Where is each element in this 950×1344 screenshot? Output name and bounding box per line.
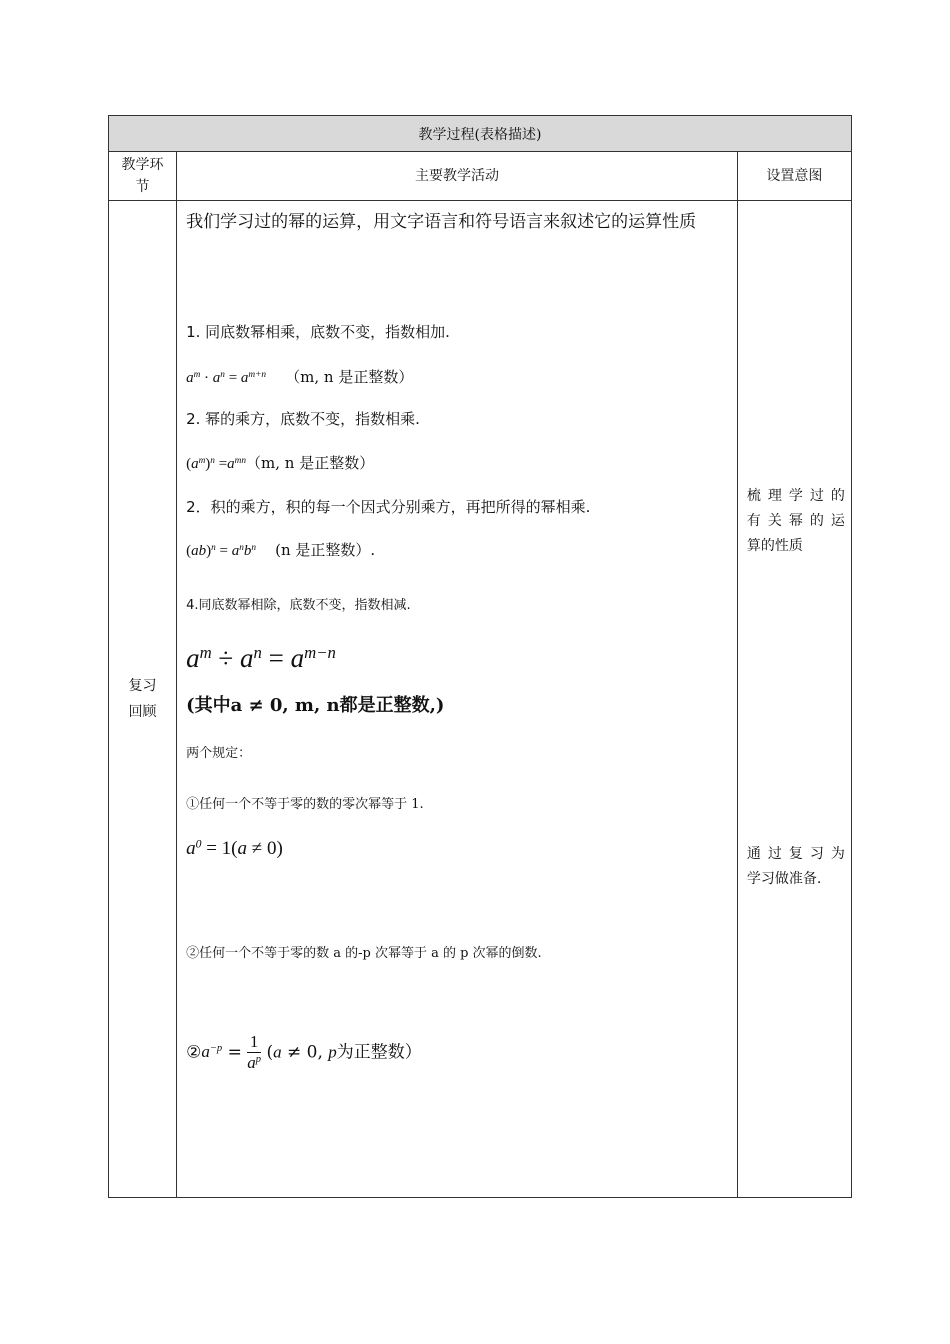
provisions-title: 两个规定：: [186, 746, 252, 761]
table-header-row: [109, 152, 852, 201]
rule3-condition: (n 是正整数）.: [275, 541, 376, 559]
provision2-formula: $②a^{-p}$ = $\frac{1}{a^p}$ (a ≠ 0, p为正整数）: [186, 1032, 422, 1073]
table-title: 教学过程(表格描述): [109, 116, 852, 152]
intro-text: 我们学习过的幂的运算，用文字语言和符号语言来叙述它的运算性质: [186, 212, 697, 232]
header-activity: 主要教学活动: [177, 152, 738, 201]
rule3-formula: $(ab)^n = a^nb^n$: [186, 542, 257, 559]
intent-cell: [737, 201, 851, 1198]
rule4-text: 4.同底数幂相除，底数不变，指数相减.: [186, 598, 411, 613]
teaching-process-table: [108, 115, 852, 1198]
intent-2: 通过复习为 学习做准备.: [746, 846, 845, 887]
rule1-condition: （m, n 是正整数）: [285, 368, 414, 386]
rule2-formula: $(a^m)^n =a^{mn}$: [186, 455, 247, 472]
header-stage: 教学环 节: [109, 152, 177, 201]
rule1-formula: $a^m \cdot a^n = a^{m+n}$: [186, 369, 267, 386]
rule2-formula-line: [186, 452, 727, 473]
rule2-text: 2. 幂的乘方，底数不变，指数相乘.: [186, 410, 420, 428]
header-intent: 设置意图: [737, 152, 851, 201]
rule1-text: 1. 同底数幂相乘，底数不变，指数相加.: [186, 323, 450, 341]
activity-cell: [177, 201, 738, 1198]
stage-cell: 复习 回顾: [109, 201, 177, 1198]
table-body-row: [109, 201, 852, 1198]
rule2-condition: （m, n 是正整数）: [246, 454, 375, 472]
intent-1: 梳理学过的 有关幂的运 算的性质: [746, 488, 845, 554]
rule4-condition: (其中a ≠ 0, m, n都是正整数,): [186, 695, 445, 716]
table-title-row: [109, 116, 852, 152]
rule4-formula: $a^m \div a^n = a^{m-n}$: [186, 642, 336, 673]
rule3-formula-line: [186, 539, 727, 560]
provision2-text: ②任何一个不等于零的数 a 的-p 次幂等于 a 的 p 次幂的倒数.: [186, 946, 542, 961]
provision1-formula: $a^0 = 1(a \ne 0)$: [186, 837, 283, 859]
rule3-text: 2．积的乘方，积的每一个因式分别乘方，再把所得的幂相乘.: [186, 498, 591, 516]
provision1-text: ①任何一个不等于零的数的零次幂等于 1.: [186, 797, 424, 812]
rule1-formula-line: [186, 366, 727, 387]
